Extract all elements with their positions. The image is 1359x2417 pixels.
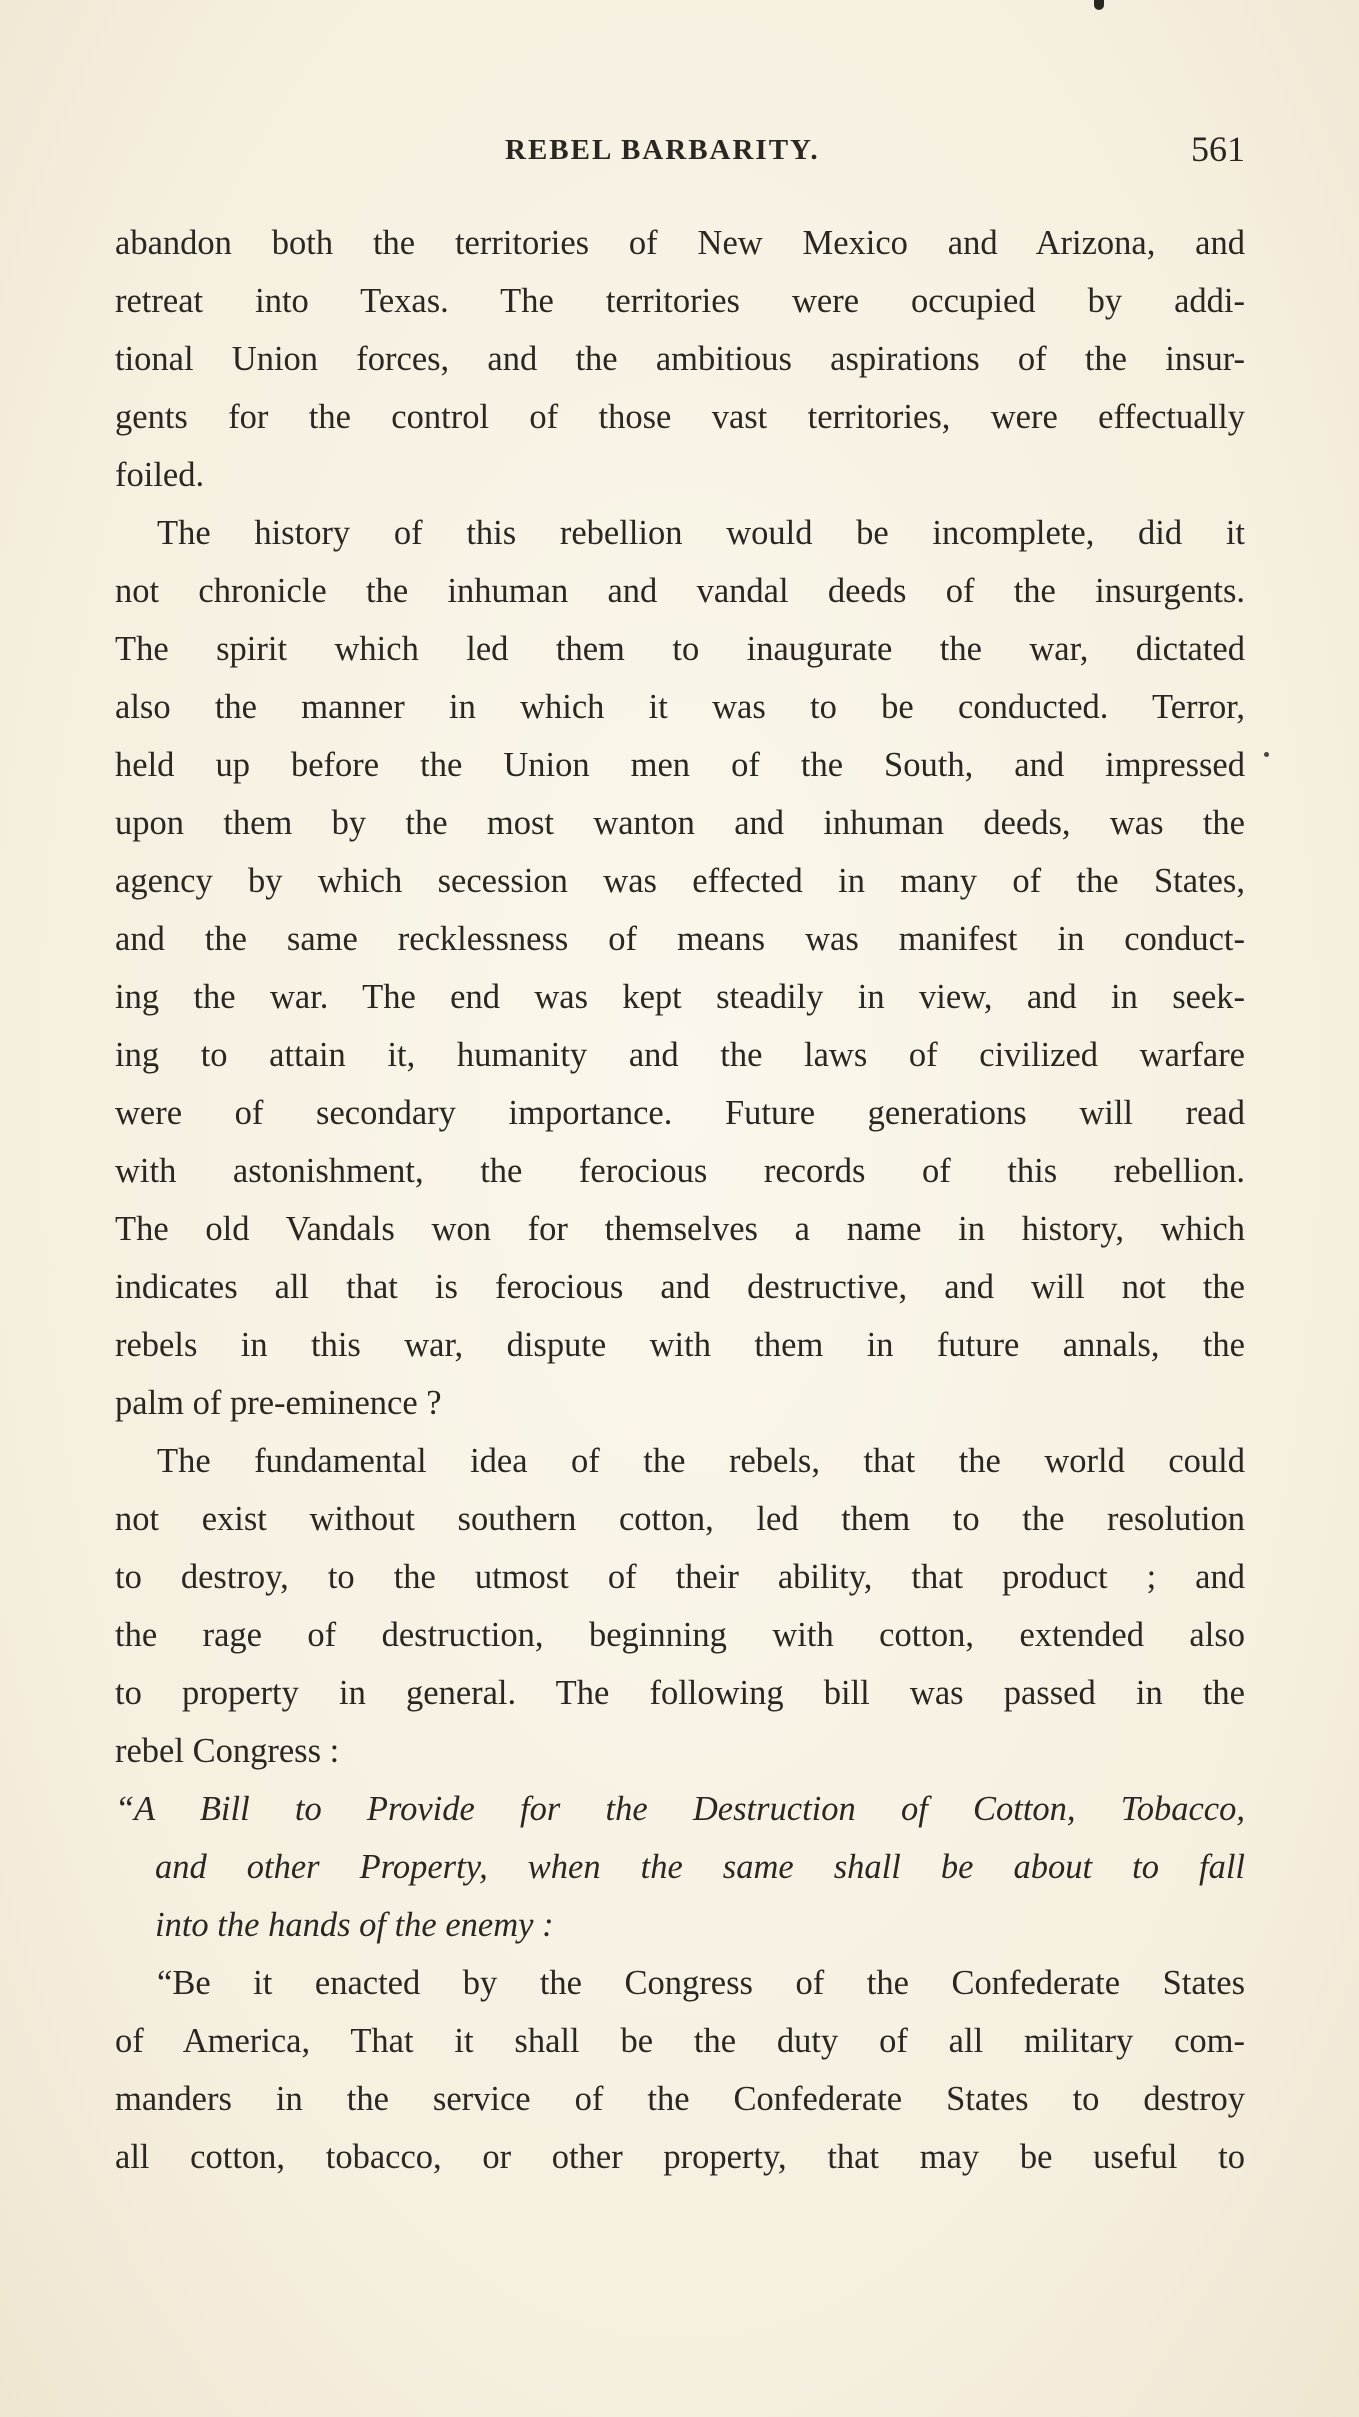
body-text	[115, 214, 1245, 2186]
text-line: all cotton, tobacco, or other property, that may be useful to	[115, 2138, 1245, 2176]
text-line: manders in the service of the Confederate States to destroy	[115, 2080, 1245, 2118]
text-line: “Be it enacted by the Congress of the Confederate States	[157, 1964, 1245, 2002]
page-number: 561	[1191, 129, 1245, 169]
text-line: with astonishment, the ferocious records of this rebellion.	[115, 1152, 1245, 1190]
text-line: were of secondary importance. Future generations will read	[115, 1094, 1245, 1132]
margin-mark	[1264, 752, 1269, 757]
text-line: rebel Congress :	[115, 1732, 340, 1770]
text-line: The old Vandals won for themselves a name in history, which	[115, 1210, 1245, 1248]
text-line: foiled.	[115, 456, 205, 494]
text-line: to destroy, to the utmost of their ability, that product ; and	[115, 1558, 1245, 1596]
text-line: held up before the Union men of the South, and impressed	[115, 746, 1245, 784]
text-line: palm of pre-eminence ?	[115, 1384, 442, 1422]
text-line: not exist without southern cotton, led them to the resolution	[115, 1500, 1245, 1538]
text-line: rebels in this war, dispute with them in future annals, the	[115, 1326, 1245, 1364]
bill-title-line: into the hands of the enemy :	[155, 1906, 554, 1944]
text-line: The history of this rebellion would be incomplete, did it	[157, 514, 1245, 552]
text-line: ing the war. The end was kept steadily in view, and in seek-	[115, 978, 1245, 1016]
text-line: retreat into Texas. The territories were occupied by addi-	[115, 282, 1245, 320]
text-line: also the manner in which it was to be conducted. Terror,	[115, 688, 1245, 726]
text-line: tional Union forces, and the ambitious aspirations of the insur-	[115, 340, 1245, 378]
bill-title-line: and other Property, when the same shall be about to fall	[155, 1848, 1245, 1886]
text-line: the rage of destruction, beginning with cotton, extended also	[115, 1616, 1245, 1654]
text-line: gents for the control of those vast territories, were effectually	[115, 398, 1245, 436]
text-line: to property in general. The following bill was passed in the	[115, 1674, 1245, 1712]
page-header	[115, 128, 1245, 176]
text-line: abandon both the territories of New Mexico and Arizona, and	[115, 224, 1245, 262]
text-line: upon them by the most wanton and inhuman deeds, was the	[115, 804, 1245, 842]
ink-blot	[1094, 0, 1104, 10]
text-line: ing to attain it, humanity and the laws of civilized warfare	[115, 1036, 1245, 1074]
text-line: The fundamental idea of the rebels, that the world could	[157, 1442, 1245, 1480]
running-title: REBEL BARBARITY.	[505, 134, 820, 166]
text-line: agency by which secession was effected in many of the States,	[115, 862, 1245, 900]
text-line: and the same recklessness of means was manifest in conduct-	[115, 920, 1245, 958]
bill-title-line: “A Bill to Provide for the Destruction of Cotton, Tobacco,	[115, 1790, 1245, 1828]
text-line: not chronicle the inhuman and vandal deeds of the insurgents.	[115, 572, 1245, 610]
text-line: of America, That it shall be the duty of all military com-	[115, 2022, 1245, 2060]
text-line: The spirit which led them to inaugurate the war, dictated	[115, 630, 1245, 668]
text-line: indicates all that is ferocious and destructive, and will not the	[115, 1268, 1245, 1306]
